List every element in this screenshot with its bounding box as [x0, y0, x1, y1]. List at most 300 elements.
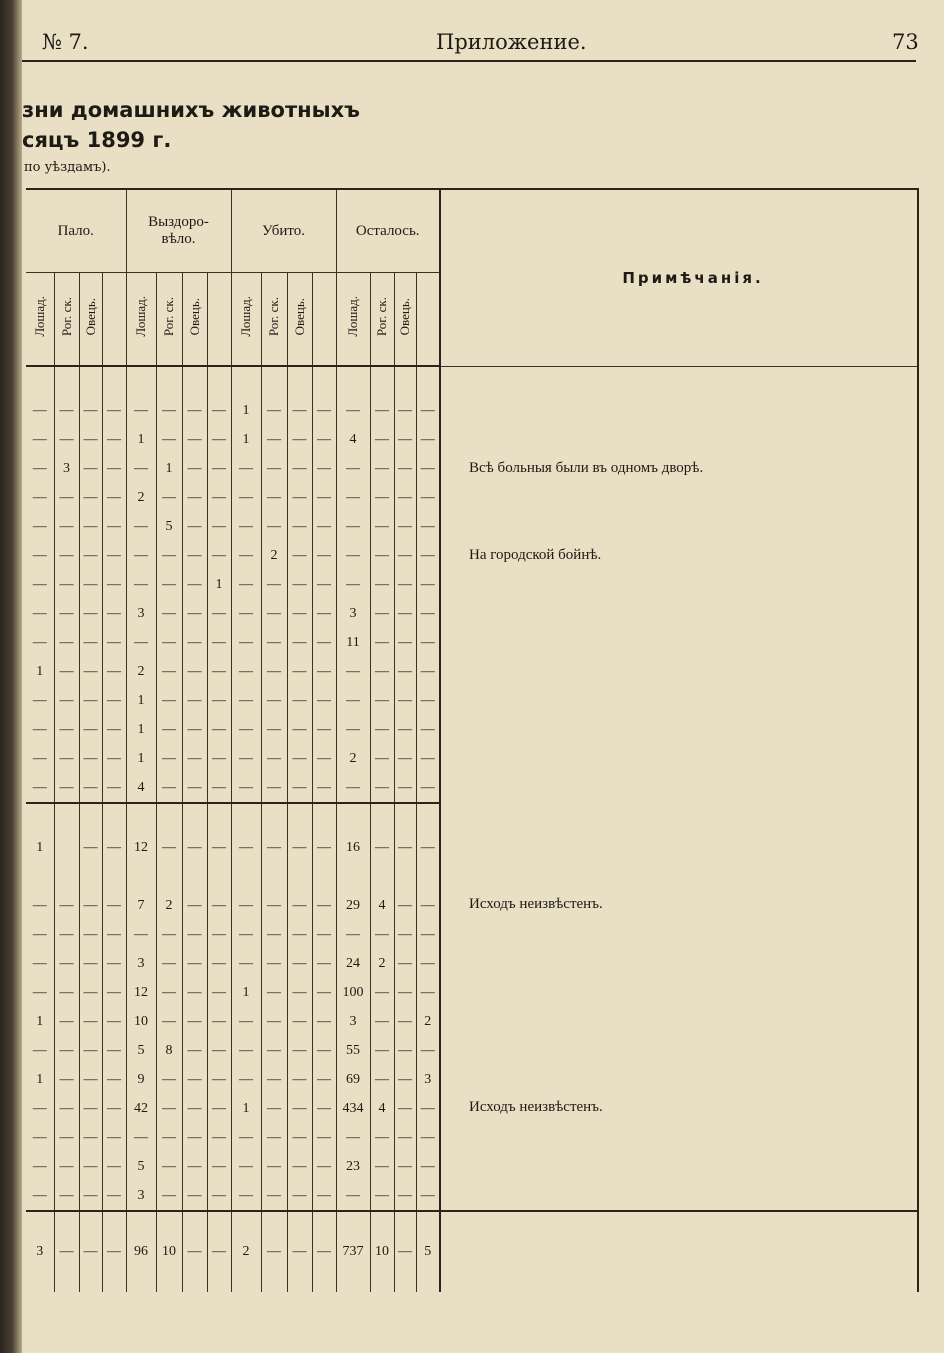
cell: — — [182, 425, 207, 454]
cell: — — [182, 1036, 207, 1065]
cell: — — [207, 715, 231, 744]
cell: — — [416, 541, 440, 570]
subcolumn-header — [102, 273, 126, 367]
note-line — [469, 1151, 917, 1180]
cell: — — [207, 1007, 231, 1036]
cell: 1 — [156, 454, 182, 483]
cell: — — [156, 657, 182, 686]
cell: — — [79, 512, 102, 541]
total-cell: 10 — [370, 1211, 394, 1292]
cell: 5 — [126, 1152, 156, 1181]
cell — [26, 862, 54, 891]
cell — [102, 366, 126, 396]
cell: — — [207, 541, 231, 570]
cell: — — [261, 744, 287, 773]
cell: — — [394, 483, 416, 512]
cell: — — [336, 512, 370, 541]
note-line: Исходъ неизвѣстенъ. — [469, 896, 603, 912]
cell: — — [394, 454, 416, 483]
cell: — — [287, 454, 312, 483]
cell: — — [261, 1007, 287, 1036]
cell: — — [102, 1007, 126, 1036]
cell: — — [207, 686, 231, 715]
notes-header: Примѣчанія. — [440, 189, 918, 366]
cell: — — [182, 628, 207, 657]
note-line — [469, 512, 917, 541]
cell: 12 — [126, 833, 156, 862]
cell: 1 — [126, 744, 156, 773]
cell: — — [416, 744, 440, 773]
cell: — — [102, 978, 126, 1007]
cell: — — [394, 657, 416, 686]
cell: — — [207, 1152, 231, 1181]
cell: — — [231, 483, 261, 512]
cell: — — [54, 1094, 79, 1123]
cell — [287, 803, 312, 833]
cell: — — [102, 1036, 126, 1065]
subcolumn-label: Рог. ск. — [266, 296, 281, 337]
note-line: На городской бойнѣ. — [469, 546, 602, 563]
subcolumn-header — [261, 273, 287, 367]
cell: — — [207, 949, 231, 978]
cell: — — [54, 425, 79, 454]
cell: — — [207, 454, 231, 483]
cell — [231, 803, 261, 833]
cell: — — [79, 744, 102, 773]
cell: — — [182, 657, 207, 686]
cell — [231, 366, 261, 396]
cell: 1 — [36, 839, 44, 855]
cell: — — [336, 483, 370, 512]
subcolumn-label: Овець. — [186, 297, 202, 336]
cell: — — [370, 483, 394, 512]
cell: — — [207, 1065, 231, 1094]
running-head: Приложение. — [436, 30, 587, 54]
cell: 23 — [336, 1152, 370, 1181]
table-title-line-2: сяцъ 1899 г. — [22, 128, 172, 152]
cell: 42 — [126, 1094, 156, 1123]
cell: — — [370, 744, 394, 773]
cell: — — [287, 599, 312, 628]
cell: — — [416, 628, 440, 657]
cell: — — [32, 634, 47, 650]
cell: — — [394, 396, 416, 425]
cell: — — [32, 897, 47, 913]
cell: — — [126, 396, 156, 425]
cell: — — [287, 773, 312, 803]
cell: 3 — [336, 599, 370, 628]
cell: — — [394, 949, 416, 978]
cell: — — [79, 541, 102, 570]
cell: 5 — [126, 1036, 156, 1065]
cell: — — [394, 425, 416, 454]
cell: — — [207, 657, 231, 686]
cell — [394, 366, 416, 396]
note-line — [469, 570, 917, 599]
cell — [416, 803, 440, 833]
cell: — — [370, 715, 394, 744]
cell: — — [370, 425, 394, 454]
cell: — — [182, 599, 207, 628]
cell: 69 — [336, 1065, 370, 1094]
cell: 2 — [370, 949, 394, 978]
cell: — — [370, 1123, 394, 1152]
cell: — — [370, 920, 394, 949]
cell: — — [287, 1036, 312, 1065]
cell: — — [79, 715, 102, 744]
cell: — — [156, 396, 182, 425]
cell: — — [79, 1094, 102, 1123]
cell: — — [182, 744, 207, 773]
cell — [54, 862, 79, 891]
cell: — — [54, 570, 79, 599]
note-line — [469, 686, 917, 715]
note-line — [469, 599, 917, 628]
cell: — — [394, 715, 416, 744]
cell: — — [156, 833, 182, 862]
cell: — — [261, 396, 287, 425]
cell: — — [416, 1152, 440, 1181]
cell — [261, 803, 287, 833]
cell — [370, 862, 394, 891]
cell: — — [287, 920, 312, 949]
subcolumn-label: Лошад. — [133, 296, 148, 337]
cell: — — [79, 920, 102, 949]
cell: — — [32, 1042, 47, 1058]
cell: — — [370, 541, 394, 570]
cell: — — [287, 833, 312, 862]
cell: — — [336, 1123, 370, 1152]
subcolumn-header — [231, 273, 261, 367]
cell: — — [26, 1181, 54, 1211]
cell: — — [287, 978, 312, 1007]
cell: — — [287, 1181, 312, 1211]
cell: — — [182, 570, 207, 599]
cell: — — [231, 541, 261, 570]
cell: 3 — [126, 1181, 156, 1211]
cell: — — [231, 1036, 261, 1065]
cell: — — [312, 570, 336, 599]
cell: — — [416, 657, 440, 686]
cell: — — [312, 773, 336, 803]
cell: 4 — [336, 425, 370, 454]
cell: — — [182, 773, 207, 803]
cell: — — [79, 1007, 102, 1036]
cell: — — [231, 628, 261, 657]
cell: — — [312, 1007, 336, 1036]
cell: — — [32, 955, 47, 971]
cell: — — [156, 1094, 182, 1123]
cell: — — [336, 715, 370, 744]
cell: — — [312, 1181, 336, 1211]
notes-cell — [440, 1211, 918, 1292]
cell: — — [126, 1123, 156, 1152]
cell: — — [207, 628, 231, 657]
cell: — — [336, 396, 370, 425]
total-cell: — — [79, 1211, 102, 1292]
total-cell: 3 — [26, 1211, 54, 1292]
subcolumn-label: Лошад. — [238, 296, 253, 337]
cell: — — [156, 1181, 182, 1211]
cell: — — [231, 715, 261, 744]
cell: — — [79, 599, 102, 628]
cell: — — [312, 541, 336, 570]
cell: — — [156, 599, 182, 628]
note-line — [469, 773, 917, 802]
cell: — — [312, 891, 336, 920]
cell — [312, 803, 336, 833]
cell: — — [79, 628, 102, 657]
cell: — — [261, 657, 287, 686]
cell: — — [126, 454, 156, 483]
table-title-line-1: зни домашнихъ животныхъ — [22, 98, 360, 122]
cell: — — [79, 396, 102, 425]
note-line — [469, 948, 917, 977]
cell: — — [287, 1152, 312, 1181]
cell: — — [102, 920, 126, 949]
cell: — — [182, 1123, 207, 1152]
cell: — — [312, 657, 336, 686]
cell: — — [79, 1123, 102, 1152]
cell: — — [231, 686, 261, 715]
cell: 1 — [231, 425, 261, 454]
cell — [370, 366, 394, 396]
cell: — — [126, 512, 156, 541]
cell: 2 — [336, 744, 370, 773]
cell: — — [156, 425, 182, 454]
cell: — — [370, 1036, 394, 1065]
cell: — — [54, 599, 79, 628]
cell: — — [394, 1036, 416, 1065]
cell: — — [79, 425, 102, 454]
cell — [26, 803, 54, 833]
cell — [287, 366, 312, 396]
cell: — — [156, 920, 182, 949]
cell: 1 — [36, 1013, 44, 1029]
cell: — — [231, 744, 261, 773]
cell: — — [79, 1152, 102, 1181]
subcolumn-label: Овець. — [82, 297, 98, 336]
cell: — — [182, 1152, 207, 1181]
cell — [126, 862, 156, 891]
cell: — — [54, 1036, 79, 1065]
group-header: Осталось. — [336, 189, 440, 273]
cell: — — [416, 1036, 440, 1065]
cell: — — [287, 541, 312, 570]
cell: — — [32, 518, 47, 534]
cell: — — [231, 1065, 261, 1094]
cell: — — [261, 920, 287, 949]
cell: — — [416, 1181, 440, 1211]
cell: — — [394, 570, 416, 599]
subcolumn-header — [370, 273, 394, 367]
cell: — — [312, 1123, 336, 1152]
cell: — — [261, 833, 287, 862]
cell: — — [312, 628, 336, 657]
cell: — — [231, 949, 261, 978]
cell: — — [261, 599, 287, 628]
cell: — — [79, 570, 102, 599]
cell: — — [54, 1152, 79, 1181]
cell: 1 — [126, 425, 156, 454]
cell: — — [336, 657, 370, 686]
subcolumn-label: Лошад. — [31, 296, 47, 337]
cell: 1 — [126, 715, 156, 744]
cell: — — [312, 978, 336, 1007]
subcolumn-header — [54, 273, 79, 367]
cell: — — [287, 396, 312, 425]
cell: — — [207, 1123, 231, 1152]
cell: — — [231, 833, 261, 862]
cell: — — [32, 576, 47, 592]
issue-number: № 7. — [42, 30, 89, 54]
cell: 12 — [126, 978, 156, 1007]
spacer-row — [26, 803, 918, 833]
cell: — — [182, 715, 207, 744]
cell: — — [79, 686, 102, 715]
cell: — — [416, 833, 440, 862]
cell: 2 — [261, 541, 287, 570]
cell: — — [312, 599, 336, 628]
cell: — — [102, 425, 126, 454]
cell: — — [54, 396, 79, 425]
cell: — — [287, 657, 312, 686]
cell: — — [102, 570, 126, 599]
cell: — — [54, 1007, 79, 1036]
cell: — — [370, 512, 394, 541]
note-line: Всѣ больныя были въ одномъ дворѣ. — [469, 459, 704, 476]
cell: 3 — [126, 949, 156, 978]
cell: — — [287, 483, 312, 512]
cell: — — [261, 1152, 287, 1181]
cell: — — [394, 1152, 416, 1181]
cell: — — [156, 773, 182, 803]
note-line — [469, 1006, 917, 1035]
cell: — — [416, 454, 440, 483]
subcolumn-label: Рог. ск. — [58, 296, 74, 337]
cell — [416, 366, 440, 396]
cell: — — [312, 920, 336, 949]
cell: — — [54, 978, 79, 1007]
cell: — — [312, 396, 336, 425]
cell: 11 — [336, 628, 370, 657]
subcolumn-header — [416, 273, 440, 367]
cell: — — [261, 483, 287, 512]
cell: — — [287, 949, 312, 978]
total-cell: — — [394, 1211, 416, 1292]
cell — [54, 366, 79, 396]
cell: 2 — [416, 1007, 440, 1036]
cell — [394, 862, 416, 891]
header-row-groups — [26, 189, 918, 273]
cell: — — [336, 570, 370, 599]
cell: — — [102, 541, 126, 570]
cell: 7 — [126, 891, 156, 920]
notes-cell — [440, 803, 918, 1211]
subcolumn-label: Лошад. — [345, 296, 360, 337]
cell: — — [156, 1152, 182, 1181]
cell: — — [182, 920, 207, 949]
cell: — — [394, 978, 416, 1007]
cell: — — [416, 686, 440, 715]
subcolumn-label: Овець. — [291, 297, 307, 336]
cell: — — [54, 1123, 79, 1152]
cell: — — [156, 628, 182, 657]
cell: — — [207, 483, 231, 512]
cell: — — [261, 1094, 287, 1123]
cell: — — [416, 773, 440, 803]
cell: — — [416, 599, 440, 628]
cell: — — [32, 1129, 47, 1145]
cell: — — [207, 425, 231, 454]
cell: — — [156, 1065, 182, 1094]
note-line — [469, 628, 917, 657]
cell: — — [54, 1181, 79, 1211]
group-header: Убито. — [231, 189, 336, 273]
cell: — — [416, 1094, 440, 1123]
cell: — — [261, 978, 287, 1007]
cell: — — [370, 1152, 394, 1181]
cell: — — [54, 920, 79, 949]
cell: — — [54, 483, 79, 512]
cell: 1 — [207, 570, 231, 599]
cell: — — [370, 978, 394, 1007]
cell: — — [126, 920, 156, 949]
cell: — — [312, 715, 336, 744]
cell: — — [261, 773, 287, 803]
cell: — — [370, 686, 394, 715]
cell — [312, 366, 336, 396]
cell: 3 — [126, 599, 156, 628]
cell: — — [32, 692, 47, 708]
cell: — — [394, 541, 416, 570]
cell: 2 — [156, 891, 182, 920]
cell: — — [231, 1181, 261, 1211]
note-line — [469, 1122, 917, 1151]
cell: — — [416, 920, 440, 949]
total-cell: 5 — [416, 1211, 440, 1292]
book-binding — [0, 0, 22, 1353]
cell: — — [312, 512, 336, 541]
cell: — — [312, 1094, 336, 1123]
cell: — — [182, 454, 207, 483]
cell — [416, 862, 440, 891]
cell: — — [102, 833, 126, 862]
cell: — — [416, 483, 440, 512]
cell: — — [54, 891, 79, 920]
cell: 3 — [336, 1007, 370, 1036]
cell: — — [54, 512, 79, 541]
cell: — — [156, 949, 182, 978]
table-subtitle: по уѣздамъ). — [24, 160, 111, 175]
cell: — — [312, 1036, 336, 1065]
cell: — — [79, 833, 102, 862]
cell: — — [54, 773, 79, 803]
note-line — [469, 861, 917, 890]
cell: 55 — [336, 1036, 370, 1065]
cell: — — [416, 570, 440, 599]
cell: — — [54, 744, 79, 773]
cell: — — [182, 978, 207, 1007]
cell: — — [394, 1181, 416, 1211]
cell — [54, 803, 79, 833]
cell: — — [207, 773, 231, 803]
cell: — — [416, 891, 440, 920]
note-line — [469, 1064, 917, 1093]
cell: — — [287, 891, 312, 920]
cell: — — [32, 547, 47, 563]
total-cell: — — [54, 1211, 79, 1292]
